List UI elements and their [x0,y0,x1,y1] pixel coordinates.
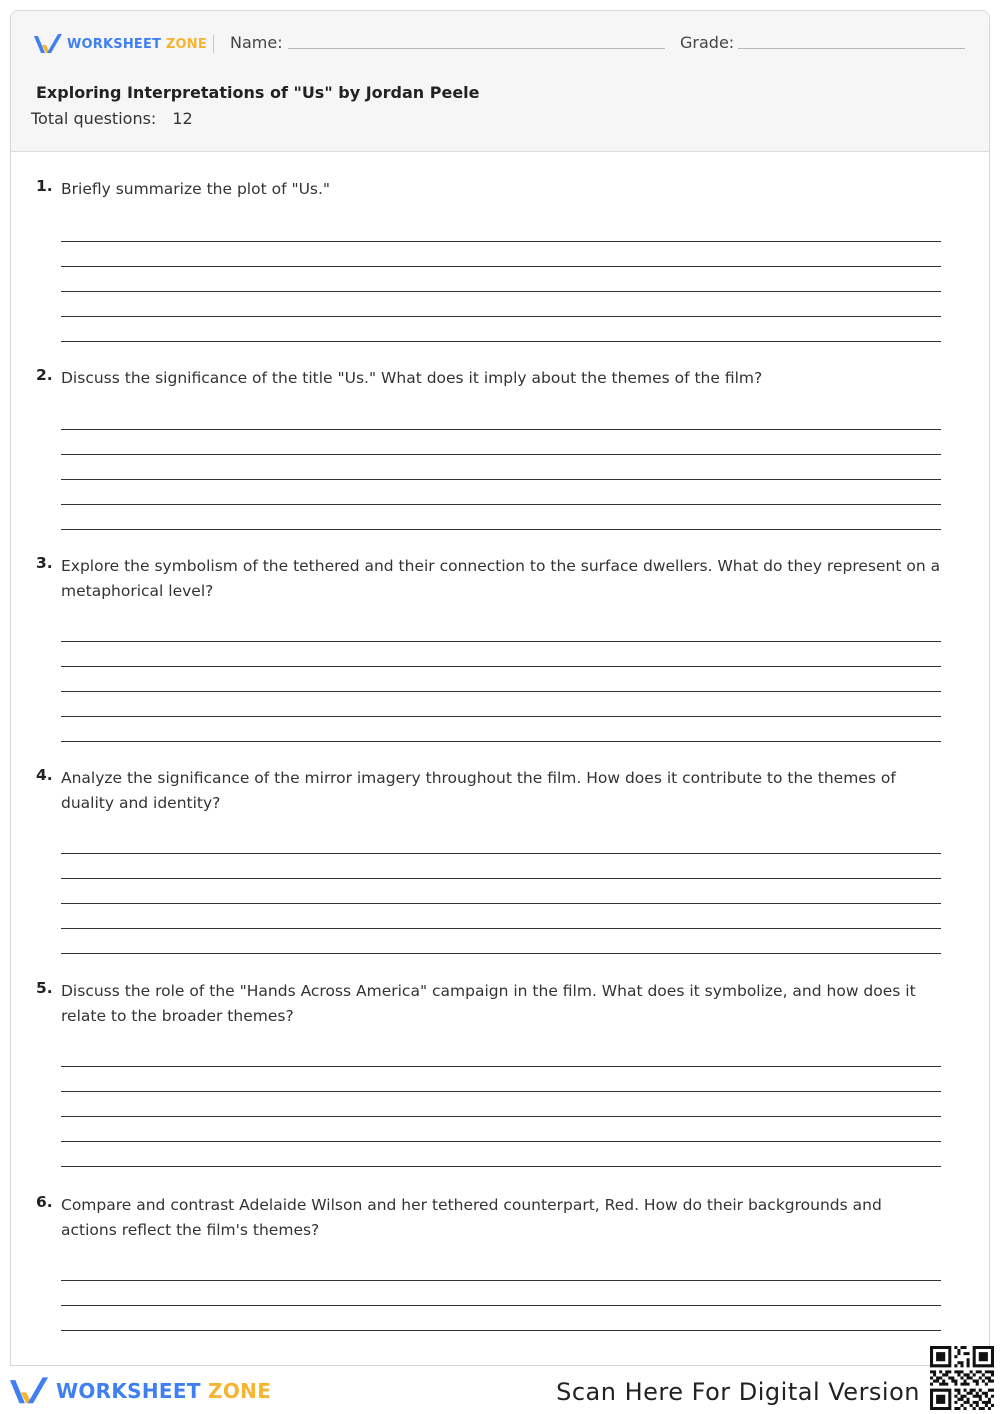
brand-word-zone: ZONE [165,36,207,52]
header-divider [213,35,214,53]
worksheetzone-logo-icon [33,33,63,55]
answer-lines[interactable] [61,617,941,742]
worksheet-header [11,11,989,152]
answer-line[interactable] [61,717,941,742]
question-text: Briefly summarize the plot of "Us." [61,180,331,198]
question-text: Explore the symbolism of the tethered and their connection to the surface dwellers. What do they represent on a metaphorical level? [61,557,941,600]
answer-line[interactable] [61,1067,941,1092]
question-number: 6. [36,1193,53,1211]
answer-line[interactable] [61,505,941,530]
answer-line[interactable] [61,317,941,342]
worksheet-page [10,10,990,1366]
answer-line[interactable] [61,904,941,929]
answer-lines[interactable] [61,217,941,342]
answer-line[interactable] [61,242,941,267]
qr-code-icon[interactable] [930,1346,994,1410]
total-questions-label: Total questions: [31,109,157,128]
question-number: 3. [36,554,53,572]
brand-name [67,37,207,52]
worksheetzone-logo-icon [8,1376,50,1406]
answer-lines[interactable] [61,1042,941,1167]
page-footer [0,1364,1000,1414]
question-text: Analyze the significance of the mirror imagery throughout the film. How does it contribute to the themes of duality and identity? [61,769,896,812]
answer-line[interactable] [61,929,941,954]
question-number: 5. [36,979,53,997]
question-number: 1. [36,177,53,195]
answer-line[interactable] [61,829,941,854]
brand-word-worksheet: WORKSHEET [67,36,162,52]
answer-lines[interactable] [61,1256,941,1331]
answer-line[interactable] [61,217,941,242]
question-number: 4. [36,766,53,784]
question-text: Discuss the role of the "Hands Across America" campaign in the film. What does it symbolize, and how does it relate to the broader themes? [61,982,916,1025]
scan-instruction: Scan Here For Digital Version [556,1378,920,1406]
answer-line[interactable] [61,879,941,904]
question-number: 2. [36,366,53,384]
brand-logo[interactable] [33,33,207,55]
answer-lines[interactable] [61,829,941,954]
answer-line[interactable] [61,617,941,642]
answer-line[interactable] [61,292,941,317]
total-questions-value: 12 [172,109,193,128]
answer-line[interactable] [61,1142,941,1167]
question-text: Compare and contrast Adelaide Wilson and her tethered counterpart, Red. How do their backgrounds and actions reflect the film's themes? [61,1196,882,1239]
answer-line[interactable] [61,1281,941,1306]
grade-label: Grade: [680,33,735,52]
answer-lines[interactable] [61,405,941,530]
answer-line[interactable] [61,480,941,505]
answer-line[interactable] [61,667,941,692]
footer-brand-logo[interactable] [8,1376,271,1406]
answer-line[interactable] [61,1306,941,1331]
answer-line[interactable] [61,455,941,480]
answer-line[interactable] [61,854,941,879]
answer-line[interactable] [61,1042,941,1067]
answer-line[interactable] [61,642,941,667]
total-questions [31,109,193,128]
answer-line[interactable] [61,267,941,292]
answer-line[interactable] [61,405,941,430]
grade-field[interactable] [738,48,965,49]
brand-word-worksheet: WORKSHEET [56,1379,201,1403]
answer-line[interactable] [61,1117,941,1142]
name-field[interactable] [288,48,665,49]
brand-word-zone: ZONE [208,1379,272,1403]
answer-line[interactable] [61,430,941,455]
question-text: Discuss the significance of the title "Us." What does it imply about the themes of the film? [61,369,763,387]
answer-line[interactable] [61,1092,941,1117]
answer-line[interactable] [61,692,941,717]
worksheet-title: Exploring Interpretations of "Us" by Jordan Peele [36,83,480,102]
answer-line[interactable] [61,1256,941,1281]
name-label: Name: [230,33,283,52]
footer-brand-name [56,1379,271,1403]
